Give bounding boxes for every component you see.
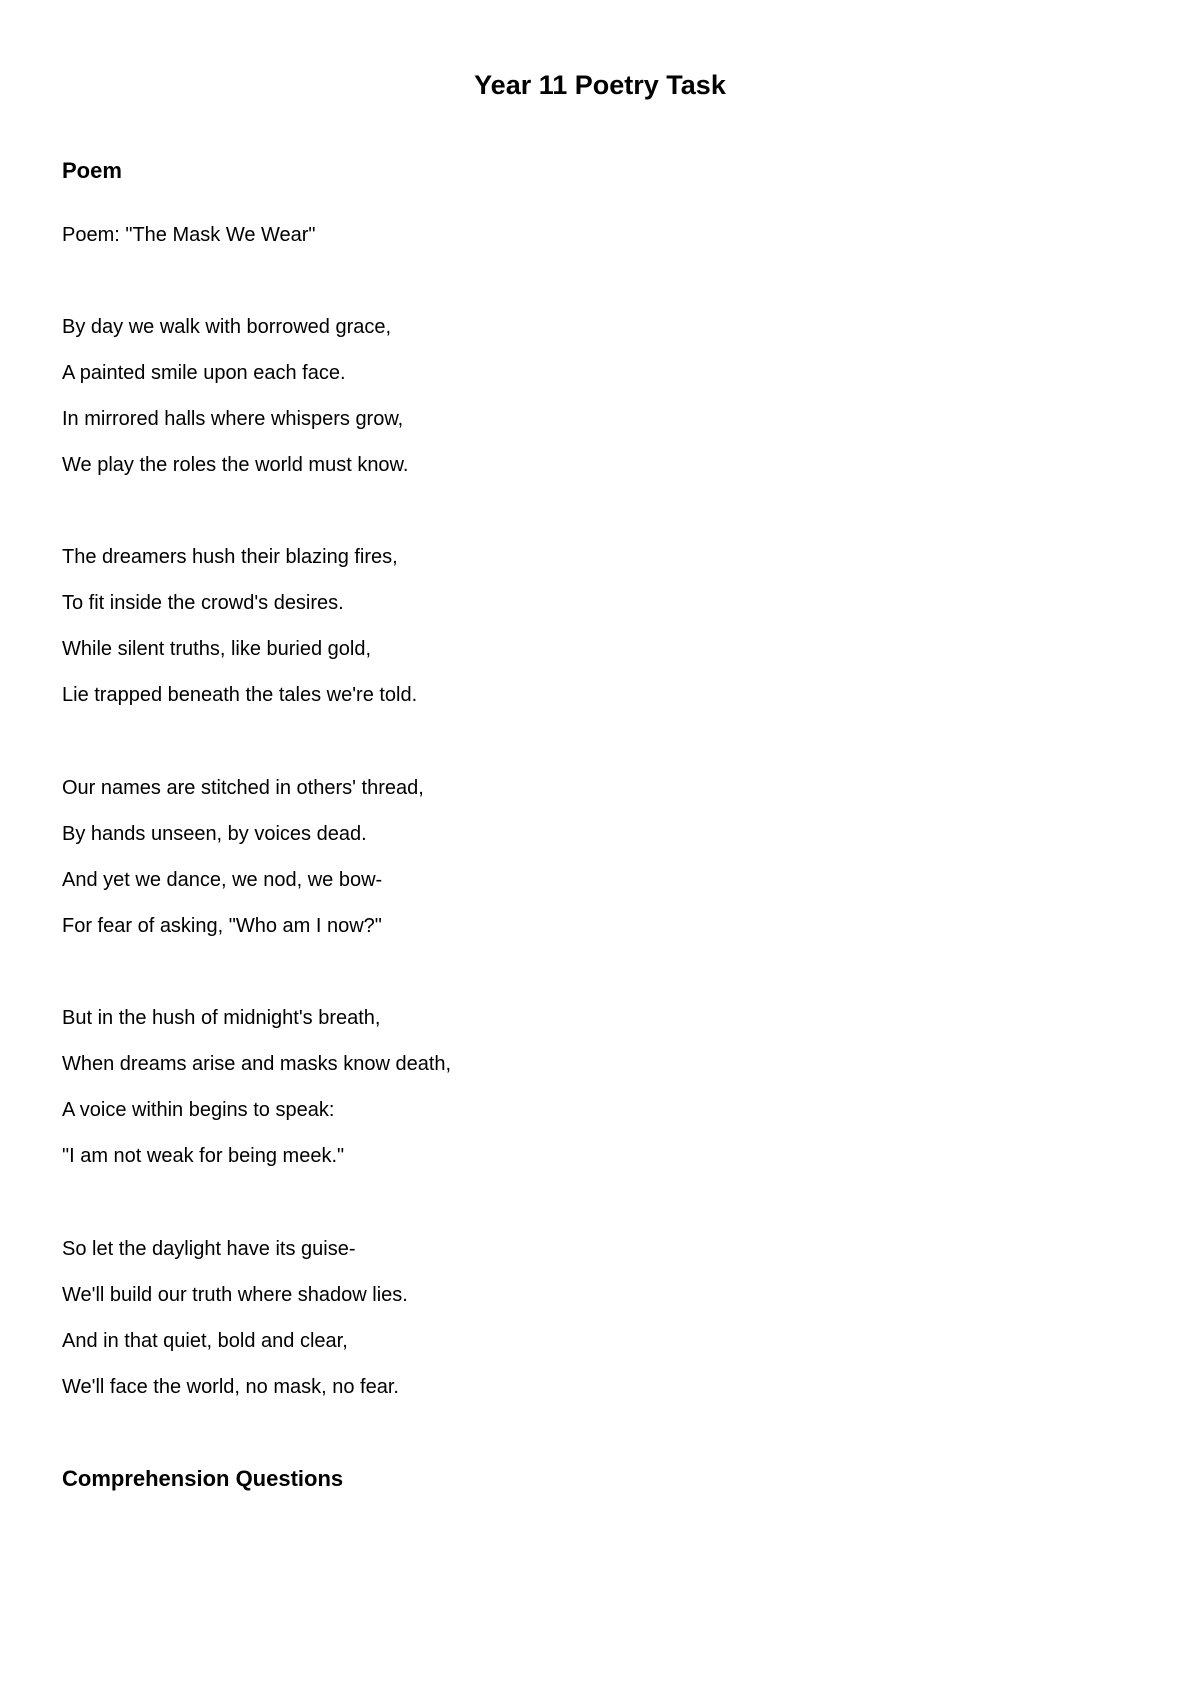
poem-line: By day we walk with borrowed grace, [62, 316, 392, 338]
poem-line: By hands unseen, by voices dead. [62, 823, 367, 845]
poem-line: To fit inside the crowd's desires. [62, 592, 344, 614]
poem-line: So let the daylight have its guise- [62, 1238, 356, 1260]
poem-line: And in that quiet, bold and clear, [62, 1330, 348, 1352]
poem-line: A painted smile upon each face. [62, 362, 346, 384]
poem-line: In mirrored halls where whispers grow, [62, 408, 404, 430]
poem-line: We'll face the world, no mask, no fear. [62, 1376, 399, 1398]
poem-line: For fear of asking, "Who am I now?" [62, 915, 382, 937]
poem-section-heading: Poem [62, 158, 122, 183]
poem-line: While silent truths, like buried gold, [62, 638, 372, 660]
poem-line: And yet we dance, we nod, we bow- [62, 869, 383, 891]
document-title: Year 11 Poetry Task [474, 70, 726, 100]
poem-line: But in the hush of midnight's breath, [62, 1007, 381, 1029]
poem-line: A voice within begins to speak: [62, 1099, 335, 1121]
poem-line: We'll build our truth where shadow lies. [62, 1284, 408, 1306]
poem-line: When dreams arise and masks know death, [62, 1053, 452, 1075]
poem-line: Lie trapped beneath the tales we're told. [62, 684, 418, 706]
poem-line: "I am not weak for being meek." [62, 1145, 345, 1167]
comprehension-questions-heading: Comprehension Questions [62, 1466, 344, 1491]
poem-line: Our names are stitched in others' thread, [62, 777, 424, 799]
poem-line: We play the roles the world must know. [62, 454, 409, 476]
poem-line: The dreamers hush their blazing fires, [62, 546, 398, 568]
poem-title-line: Poem: "The Mask We Wear" [62, 224, 316, 246]
